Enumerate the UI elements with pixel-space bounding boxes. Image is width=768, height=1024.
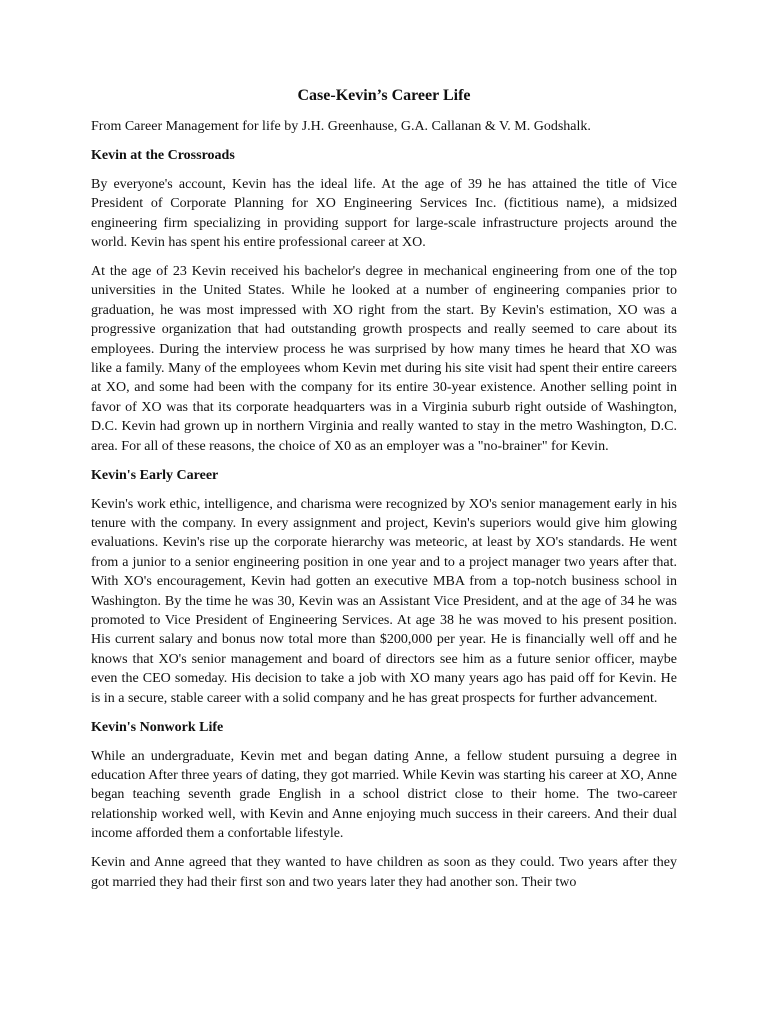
paragraph: At the age of 23 Kevin received his bachelor's degree in mechanical engineering from one of the top universities in the United States. While he looked at a number of engineering companies prior to graduation, he was most impressed with XO right from the start. By Kevin's estimation, XO was a progressive organization that had outstanding growth prospects and really seemed to care about its employees. During the interview process he was surprised by how many times he heard that XO was like a family. Many of the employees whom Kevin met during his site visit had spent their entire careers at XO, and some had been with the company for its entire 30-year existence. Another selling point in favor of XO was that its corporate headquarters was in a Virginia suburb right outside of Washington, D.C. Kevin had grown up in northern Virginia and really wanted to stay in the metro Washington, D.C. area. For all of these reasons, the choice of X0 as an employer was a "no-brainer" for Kevin.: [91, 264, 677, 454]
document-title: Case-Kevin’s Career Life: [297, 87, 471, 104]
document-page: [91, 86, 677, 901]
source-citation: From Career Management for life by J.H. Greenhause, G.A. Callanan & V. M. Godshalk.: [91, 119, 591, 134]
paragraph: Kevin's work ethic, intelligence, and charisma were recognized by XO's senior management early in his tenure with the company. In every assignment and project, Kevin's superiors would give him glowing evaluations. Kevin's rise up the corporate hierarchy was meteoric, at least by XO's standards. He went from a junior to a senior engineering position in one year and to a project manager two years after that. With XO's encouragement, Kevin had gotten an executive MBA from a top-notch business school in Washington. By the time he was 30, Kevin was an Assistant Vice President, and at the age of 34 he was promoted to Vice President of Engineering Services. At age 38 he was moved to his present position. His current salary and bonus now total more than $200,000 per year. He is financially well off and he knows that XO's senior management and board of directors see him as a future senior officer, maybe even the CEO someday. His decision to take a job with XO many years ago has paid off for Kevin. He is in a secure, stable career with a solid company and he has great prospects for further advancement.: [91, 496, 677, 706]
paragraph: Kevin and Anne agreed that they wanted to have children as soon as they could. Two years after they got married they had their first son and two years later they had another son. Their two: [91, 855, 677, 890]
section-heading-early-career: Kevin's Early Career: [91, 467, 219, 483]
section-heading-nonwork-life: Kevin's Nonwork Life: [91, 719, 224, 735]
paragraph: By everyone's account, Kevin has the ideal life. At the age of 39 he has attained the title of Vice President of Corporate Planning for XO Engineering Services Inc. (fictitious name), a midsized engineering firm specializing in providing support for large-scale infrastructure projects around the world. Kevin has spent his entire professional career at XO.: [91, 176, 677, 251]
section-heading-crossroads: Kevin at the Crossroads: [91, 147, 235, 163]
paragraph: While an undergraduate, Kevin met and began dating Anne, a fellow student pursuing a degree in education After three years of dating, they got married. While Kevin was starting his career at XO, Anne began teaching seventh grade English in a school district close to their home. The two-career relationship worked well, with Kevin and Anne enjoying much success in their careers. And their dual income afforded them a confortable lifestyle.: [91, 748, 677, 842]
